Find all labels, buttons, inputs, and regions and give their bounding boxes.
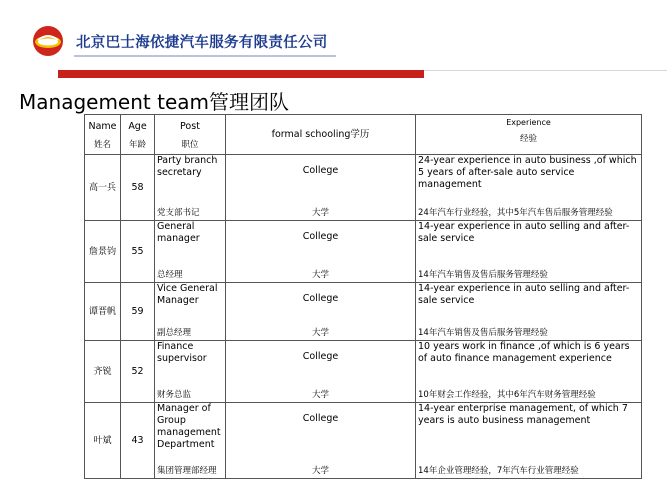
member-post xyxy=(155,155,226,221)
member-age: 58 xyxy=(121,155,155,221)
member-experience xyxy=(416,403,642,479)
management-team-table xyxy=(84,114,642,479)
member-name: 詹景钧 xyxy=(85,221,121,283)
header-experience: Experience 经验 xyxy=(416,115,642,155)
member-age: 59 xyxy=(121,283,155,341)
post-cn: 集团管理部经理 xyxy=(157,466,217,476)
member-education xyxy=(226,341,416,403)
member-experience xyxy=(416,341,642,403)
experience-cn: 14年企业管理经验，7年汽车行业管理经验 xyxy=(418,466,579,476)
post-en: Finance supervisor xyxy=(157,341,207,364)
member-name: 叶斌 xyxy=(85,403,121,479)
post-en: Party branch secretary xyxy=(157,155,218,178)
header-age: Age 年龄 xyxy=(121,115,155,155)
post-en: Vice General Manager xyxy=(157,283,218,306)
experience-en: 14-year enterprise management, of which 7 years is auto business management xyxy=(418,403,628,426)
education-cn: 大学 xyxy=(311,328,329,338)
header-education: formal schooling学历 xyxy=(226,115,416,155)
member-education xyxy=(226,403,416,479)
member-post xyxy=(155,403,226,479)
experience-en: 24-year experience in auto business ,of which 5 years of after-sale auto service management xyxy=(418,155,637,190)
education-cn: 大学 xyxy=(311,390,329,400)
header-name: Name 姓名 xyxy=(85,115,121,155)
post-en: Manager of Group management Department xyxy=(157,403,221,450)
education-cn: 大学 xyxy=(311,208,329,218)
experience-en: 10 years work in finance ,of which is 6 years of auto finance management experience xyxy=(418,341,630,364)
table-row xyxy=(85,403,642,479)
post-cn: 总经理 xyxy=(157,270,183,280)
page-title: Management team管理团队 xyxy=(19,90,289,114)
experience-cn: 24年汽车行业经验，其中5年汽车售后服务管理经验 xyxy=(418,208,613,218)
member-name: 谭晋帆 xyxy=(85,283,121,341)
member-age: 52 xyxy=(121,341,155,403)
member-age: 43 xyxy=(121,403,155,479)
education-en: College xyxy=(302,351,339,362)
table-row xyxy=(85,341,642,403)
education-cn: 大学 xyxy=(311,466,329,476)
experience-cn: 14年汽车销售及售后服务管理经验 xyxy=(418,270,548,280)
post-cn: 党支部书记 xyxy=(157,208,200,218)
member-post xyxy=(155,221,226,283)
table-header-row xyxy=(85,115,642,155)
member-experience xyxy=(416,155,642,221)
member-post xyxy=(155,341,226,403)
table-row xyxy=(85,221,642,283)
experience-en: 14-year experience in auto selling and after-sale service xyxy=(418,283,630,306)
member-post xyxy=(155,283,226,341)
post-cn: 副总经理 xyxy=(157,328,192,338)
logo-underline xyxy=(74,55,336,57)
table-row xyxy=(85,283,642,341)
experience-cn: 14年汽车销售及售后服务管理经验 xyxy=(418,328,548,338)
company-name: 北京巴士海依捷汽车服务有限责任公司 xyxy=(76,35,328,51)
company-logo xyxy=(26,22,344,64)
education-en: College xyxy=(302,165,339,176)
experience-en: 14-year experience in auto selling and after-sale service xyxy=(418,221,630,244)
member-age: 55 xyxy=(121,221,155,283)
header-accent-bar xyxy=(58,70,424,78)
member-experience xyxy=(416,221,642,283)
member-name: 高一兵 xyxy=(85,155,121,221)
member-education xyxy=(226,283,416,341)
experience-cn: 10年财会工作经验，其中6年汽车财务管理经验 xyxy=(418,390,596,400)
post-cn: 财务总监 xyxy=(157,390,192,400)
education-cn: 大学 xyxy=(311,270,329,280)
member-name: 齐锐 xyxy=(85,341,121,403)
member-education xyxy=(226,221,416,283)
table-row xyxy=(85,155,642,221)
education-en: College xyxy=(302,413,339,424)
company-emblem-icon xyxy=(32,25,64,57)
member-education xyxy=(226,155,416,221)
education-en: College xyxy=(302,231,339,242)
header-post: Post 职位 xyxy=(155,115,226,155)
post-en: General manager xyxy=(157,221,200,244)
member-experience xyxy=(416,283,642,341)
header-divider xyxy=(424,70,667,71)
education-en: College xyxy=(302,293,339,304)
